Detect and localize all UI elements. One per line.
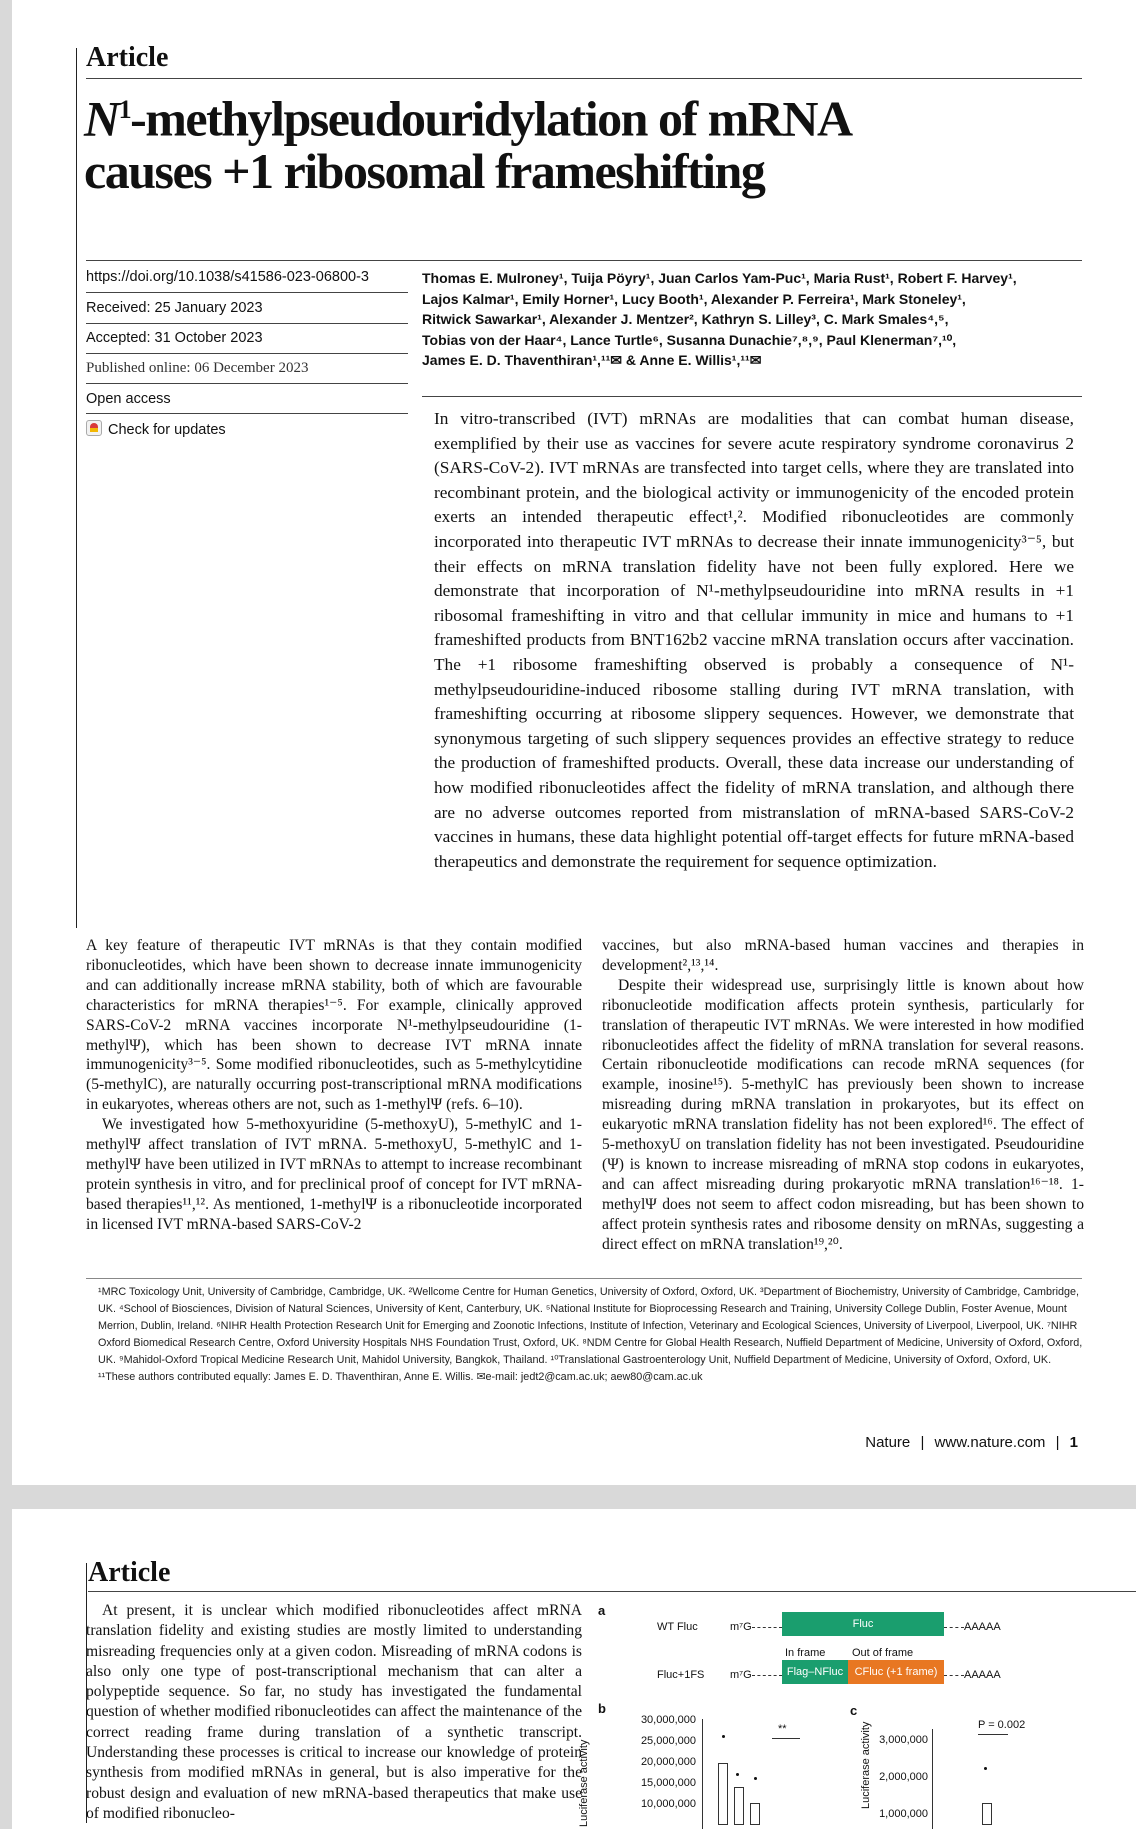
bar-b [750,1803,760,1825]
y-tick-c: 2,000,000 [879,1771,928,1783]
open-access: Open access [86,391,171,407]
significance-bar [978,1734,1008,1735]
header-rule [86,78,1082,79]
journal-url[interactable]: www.nature.com [934,1434,1046,1451]
bar-b [734,1787,744,1825]
y-axis-label-b: Luciferase activity [578,1739,590,1827]
published-date: Published online: 06 December 2023 [86,360,309,376]
author-line: James E. D. Thaventhiran¹,¹¹✉ & Anne E. Willis¹,¹¹✉ [422,352,762,368]
body-paragraph: A key feature of therapeutic IVT mRNAs is that they contain modified ribonucleotides, which have been shown to decrease innate immunogenicity and can additionally increase mRNA stability, both of which are favourable characteristics for mRNA therapies¹⁻⁵. For example, clinically approved SARS-CoV-2 mRNA vaccines incorporate N¹-methylpseudouridine (1-methylΨ), which has been shown to decrease IVT mRNA innate immunogenicity³⁻⁵. Some modified ribonucleotides, such as 5-methylcytidine (5-methylC), are naturally occurring post-transcriptional mRNA modifications in eukaryotes, whereas others are not, such as 1-methylΨ (refs. 6–10). [86,937,582,1114]
abstract-rule [422,396,1082,397]
panel-a-label: a [598,1603,606,1618]
received-date: Received: 25 January 2023 [86,300,263,316]
body-paragraph: We investigated how 5-methoxyuridine (5-methoxyU), 5-methylC and 1-methylΨ affect translation of IVT mRNA. 5-methoxyU, 5-methylC and 1-methylΨ have been utilized in IVT mRNAs to attempt to increase recombinant protein synthesis in vitro, and for preclinical proof of concept for IVT mRNA-based therapies¹¹,¹². As mentioned, 1-methylΨ is a ribonucleotide incorporated in licensed IVT mRNA-based SARS-CoV-2 [86,1116,582,1233]
affiliations: ¹MRC Toxicology Unit, University of Cambridge, Cambridge, UK. ²Wellcome Centre for Human Genetics, University of Oxford, Oxford, UK. ³Department of Biochemistry, University of Cambridge, Cambridge, UK. ⁴School of Biosciences, Division of Natural Sciences, University of Kent, Canterbury, UK. ⁵National Institute for Bioprocessing Research and Training, University College Dublin, Foster Avenue, Mount Merrion, Dublin, Ireland. ⁶NIHR Health Protection Research Unit for Emerging and Zoonotic Infections, Institute of Infection, Veterinary and Ecological Sciences, University of Liverpool, Liverpool, UK. ⁷NIHR Oxford Biomedical Research Centre, Oxford University Hospitals NHS Foundation Trust, Oxford, UK. ⁸NDM Centre for Global Health Research, Nuffield Department of Medicine, University of Oxford, Oxford, UK. ⁹Mahidol-Oxford Tropical Medicine Research Unit, Mahidol University, Bangkok, Thailand. ¹⁰Translational Gastroenterology Unit, Nuffield Department of Medicine, University of Oxford, Oxford, UK. ¹¹These authors contributed equally: James E. D. Thaventhiran, Anne E. Willis. ✉e-mail: jedt2@cam.ac.uk; aew80@cam.ac.uk [98,1286,1083,1383]
body-paragraph: Despite their widespread use, surprisingly little is known about how ribonucleotide modification affects protein synthesis, particularly for translation of therapeutic IVT mRNAs. We were interested in how modified ribonucleotides affect the fidelity of mRNA translation for several reasons. Certain ribonucleotide modifications can recode mRNA sequences (for example, inosine¹⁵). 5-methylC has previously been shown to increase misreading during mRNA translation in prokaryotes, but its effect on eukaryotic mRNA translation fidelity has not been explored¹⁶. The effect of 5-methoxyU on translation fidelity has not been investigated. Pseudouridine (Ψ) is known to increase misreading of mRNA stop codons in eukaryotes, and can affect misreading during prokaryotic mRNA translation¹⁶⁻¹⁸. 1-methylΨ does not seem to affect codon misreading, but has been shown to affect protein synthesis rates and ribosome density on mRNAs, suggesting a direct effect on mRNA translation¹⁹,²⁰. [602,976,1084,1253]
abstract: In vitro-transcribed (IVT) mRNAs are modalities that can combat human disease, exemplified by their use as vaccines for severe acute respiratory syndrome coronavirus 2 (SARS-CoV-2). IVT mRNAs are transfected into target cells, where they are translated into recombinant protein, and the biological activity or immunogenicity of the encoded protein exerts an intended therapeutic effect¹,². Modified ribonucleotides are commonly incorporated into therapeutic IVT mRNAs to decrease their innate immunogenicity³⁻⁵, but their effects on mRNA translation fidelity have not been fully explored. Here we demonstrate that incorporation of N¹-methylpseudouridine into mRNA results in +1 ribosomal frameshifting in vitro and that cellular immunity in mice and humans to +1 frameshifted products from BNT162b2 vaccine mRNA translation occurs after vaccination. The +1 ribosome frameshifting observed is probably a consequence of N¹-methylpseudouridine-induced ribosome stalling during IVT mRNA translation, with frameshifting occurring at ribosome slippery sequences. However, we demonstrate that synonymous targeting of such slippery sequences provides an effective strategy to reduce the production of frameshifted products. Overall, these data increase our understanding of how modified ribonucleotides affect the fidelity of mRNA translation, and although there are no adverse outcomes reported from mistranslation of mRNA-based SARS-CoV-2 vaccines in humans, these data highlight potential off-target effects for future mRNA-based therapeutics and demonstrate the requirement for sequence optimization. [434,409,1074,871]
panel-b-label: b [598,1701,606,1716]
article-kicker: Article [88,1557,171,1588]
accepted-date: Accepted: 31 October 2023 [86,330,263,346]
title-n-sup: 1 [118,95,131,124]
body-column-left: At present, it is unclear which modified ribonucleotides affect mRNA translation fidelity and existing studies are mostly limited to understanding misreading frequencies only at a given codon. Misreading of mRNA codons is also only one type of post-transcriptional mechanism that can alter a polypeptide sequence. So far, no study has investigated the fundamental question of whether modified ribonucleotides can affect the maintenance of the correct reading frame during translation of a synthetic transcript. Understanding these processes is critical to increase our knowledge of protein synthesis from modified mRNAs in general, but is also imperative for the robust design and evaluation of new mRNA-based therapeutics that make use of modified ribonucleo- [86,1602,582,1822]
page-footer: Nature | www.nature.com | 1 [865,1434,1078,1451]
check-updates-button[interactable] [86,420,406,439]
meta-separator [86,413,408,414]
fluc-box: Fluc [782,1612,944,1636]
in-frame-label: In frame [785,1647,826,1659]
title-line1-rest: -methylpseudouridylation of mRNA [130,90,852,147]
author-list [422,268,1062,371]
utr-line [752,1675,782,1676]
y-tick-c: 1,000,000 [879,1808,928,1820]
y-tick-b: 20,000,000 [640,1756,696,1768]
crossmark-icon [86,420,102,436]
bar-c [982,1803,992,1825]
polya-label: AAAAA [964,1621,1001,1633]
page-2 [12,1509,1136,1829]
meta-separator [86,353,408,354]
author-line: Tobias von der Haar⁴, Lance Turtle⁶, Susanna Dunachie⁷,⁸,⁹, Paul Klenerman⁷,¹⁰, [422,331,957,348]
meta-separator [86,383,408,384]
title-n-letter: N [84,90,119,147]
author-line: Ritwick Sawarkar¹, Alexander J. Mentzer², Kathryn S. Lilley³, C. Mark Smales⁴,⁵, [422,311,949,327]
author-line: Lajos Kalmar¹, Emily Horner¹, Lucy Booth¹, Alexander P. Ferreira¹, Mark Stoneley¹, [422,290,966,307]
p-value-label: P = 0.002 [978,1719,1026,1731]
flag-nfluc-box: Flag–NFluc [782,1660,848,1684]
page-number: 1 [1069,1434,1078,1451]
title-line-2: causes +1 ribosomal frameshifting [84,142,765,199]
significance-bar [772,1738,800,1739]
page-title [84,84,852,197]
check-updates-label: Check for updates [108,422,226,438]
utr-line [944,1627,964,1628]
cap-label: m⁷G [730,1669,752,1681]
data-point [722,1735,725,1738]
wt-construct-label: WT Fluc [657,1621,698,1633]
body-column-right [602,936,1084,1255]
y-tick-b: 30,000,000 [640,1714,696,1726]
meta-separator [86,292,408,293]
affiliation-rule [86,1278,1082,1279]
meta-top-rule [86,260,1082,261]
title-line-1 [84,84,852,145]
cfluc-box: CFluc (+1 frame) [848,1660,944,1684]
body-paragraph: vaccines, but also mRNA-based human vaccines and therapies in development²,¹³,¹⁴. [602,937,1084,974]
significance-label: ** [778,1723,787,1735]
data-point [736,1773,739,1776]
page-1 [12,0,1136,1485]
journal-name: Nature [865,1434,911,1451]
panel-c-label: c [850,1703,858,1718]
cap-label: m⁷G [730,1621,752,1633]
utr-line [752,1627,782,1628]
meta-separator [86,323,408,324]
fs-construct-label: Fluc+1FS [657,1669,705,1681]
y-axis-c [932,1729,933,1829]
y-tick-b: 15,000,000 [640,1777,696,1789]
author-line: Thomas E. Mulroney¹, Tuija Pöyry¹, Juan Carlos Yam-Puc¹, Maria Rust¹, Robert F. Harvey¹, [422,270,1017,286]
body-column-left [86,936,582,1235]
y-tick-b: 10,000,000 [640,1798,696,1810]
y-axis-b [702,1719,703,1829]
polya-label: AAAAA [964,1669,1001,1681]
doi-link[interactable]: https://doi.org/10.1038/s41586-023-06800-3 [86,269,369,285]
bar-b [718,1763,728,1825]
article-kicker: Article [86,42,169,73]
y-tick-b: 25,000,000 [640,1735,696,1747]
utr-line [944,1675,964,1676]
y-tick-c: 3,000,000 [879,1734,928,1746]
data-point [984,1767,987,1770]
out-of-frame-label: Out of frame [852,1647,914,1659]
data-point [754,1777,757,1780]
left-margin-rule [76,48,77,928]
y-axis-label-c: Luciferase activity [860,1721,872,1809]
header-rule [88,1591,1136,1592]
